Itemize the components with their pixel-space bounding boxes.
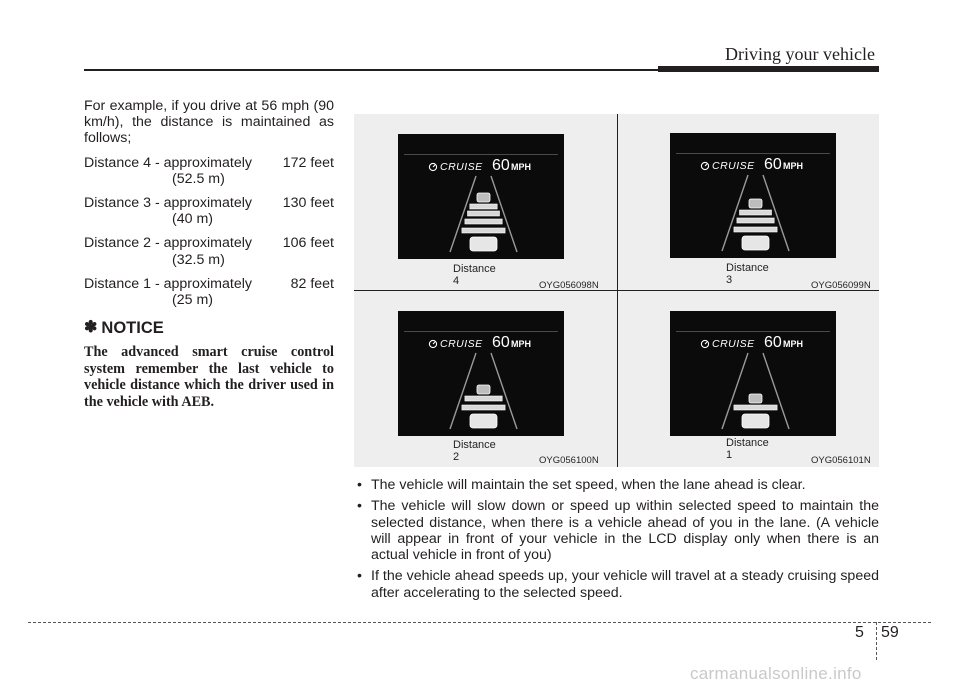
bullet-text: The vehicle will maintain the set speed, when the lane ahead is clear.: [371, 477, 806, 493]
distance-value: 172 feet: [282, 154, 334, 171]
distance-value: 130 feet: [282, 195, 334, 212]
cluster-display: [398, 134, 564, 259]
distance-item: [84, 235, 334, 267]
own-vehicle-icon: [742, 414, 769, 428]
display-rule: [676, 331, 830, 332]
cruise-icon: [700, 339, 710, 349]
bullet-dot: •: [357, 477, 362, 493]
distance-bar: [734, 405, 777, 410]
distance-bar: [734, 227, 777, 232]
distance-metric: (40 m): [172, 211, 213, 228]
panel-caption: Distance 1: [726, 437, 769, 461]
lane-graphic: [718, 351, 793, 431]
display-rule: [404, 154, 558, 155]
distance-bar: [740, 210, 772, 215]
distance-bar: [737, 218, 774, 223]
bullet-item: [354, 477, 879, 493]
figure-code: OYG056101N: [811, 455, 871, 466]
figure-code: OYG056100N: [539, 455, 599, 466]
figure-code: OYG056098N: [539, 280, 599, 291]
set-speed: 60: [492, 157, 510, 174]
cruise-icon: [700, 161, 710, 171]
left-column: [84, 98, 334, 410]
lane-graphic: [446, 351, 521, 431]
lead-vehicle-icon: [477, 385, 490, 394]
page-number: 59: [881, 624, 899, 641]
speed-unit: MPH: [511, 162, 531, 172]
distance-bar: [465, 396, 502, 401]
own-vehicle-icon: [470, 414, 497, 428]
distance-item: [84, 276, 334, 308]
footer-divider: [876, 622, 877, 660]
panel-caption: Distance 2: [453, 439, 496, 463]
speed-unit: MPH: [783, 339, 803, 349]
distance-item: [84, 195, 334, 227]
notice-title: NOTICE: [101, 319, 164, 338]
distance-label: Distance 2 - approximately: [84, 235, 252, 252]
bullet-item: [354, 568, 879, 601]
speed-unit: MPH: [511, 339, 531, 349]
lead-vehicle-icon: [749, 199, 762, 208]
panel-caption: Distance 4: [453, 263, 496, 287]
panel-caption: Distance 3: [726, 262, 769, 286]
figure-code: OYG056099N: [811, 280, 871, 291]
cruise-mode-label: CRUISE: [440, 338, 483, 350]
cluster-display: [670, 133, 836, 258]
lane-graphic: [718, 173, 793, 253]
bullet-dot: •: [357, 568, 362, 585]
distance-display-figure: [354, 114, 879, 467]
figure-divider-horizontal: [354, 290, 879, 291]
display-rule: [404, 331, 558, 332]
cruise-icon: [428, 162, 438, 172]
distance-bar: [470, 204, 497, 209]
distance-label: Distance 3 - approximately: [84, 195, 252, 212]
distance-metric: (25 m): [172, 292, 213, 309]
lead-vehicle-icon: [749, 394, 762, 403]
page-header-title: Driving your vehicle: [725, 44, 875, 64]
distance-label: Distance 1 - approximately: [84, 275, 252, 292]
cruise-mode-label: CRUISE: [440, 161, 483, 173]
speed-unit: MPH: [783, 161, 803, 171]
cruise-icon: [428, 339, 438, 349]
set-speed: 60: [764, 334, 782, 351]
own-vehicle-icon: [470, 237, 497, 251]
display-rule: [676, 153, 830, 154]
notice-symbol: ✽: [84, 319, 98, 337]
bullet-text: If the vehicle ahead speeds up, your vehicle will travel at a steady cruising speed after accelerating to the selected speed.: [371, 568, 879, 601]
lead-vehicle-icon: [477, 193, 490, 202]
section-number: 5: [855, 624, 864, 641]
distance-item: [84, 155, 334, 187]
cluster-display: [670, 311, 836, 436]
footer-rule: [28, 622, 931, 623]
bullet-item: [354, 498, 879, 563]
distance-metric: (32.5 m): [172, 251, 225, 268]
set-speed: 60: [492, 334, 510, 351]
bullet-dot: •: [357, 498, 362, 515]
cruise-mode-label: CRUISE: [712, 338, 755, 350]
header-rule-thick: [658, 66, 879, 72]
lane-graphic: [446, 174, 521, 254]
own-vehicle-icon: [742, 236, 769, 250]
distance-label: Distance 4 - approximately: [84, 154, 252, 171]
distance-bar: [462, 228, 505, 233]
distance-bar: [465, 219, 502, 224]
cluster-display: [398, 311, 564, 436]
cruise-mode-label: CRUISE: [712, 160, 755, 172]
distance-bar: [462, 405, 505, 410]
bullet-list: [354, 477, 879, 606]
intro-paragraph: For example, if you drive at 56 mph (90 km/h), the distance is maintained as follows;: [84, 98, 334, 147]
distance-value: 106 feet: [282, 235, 334, 252]
bullet-text: The vehicle will slow down or speed up within selected speed to maintain the selected distance, when there is a vehicle ahead of you in the lane. (A vehicle will appear in front of your vehicle in the LCD display only when there is an actual vehicle in front of you): [371, 498, 879, 564]
distance-metric: (52.5 m): [172, 170, 225, 187]
watermark: carmanualsonline.info: [690, 664, 862, 683]
notice-body: The advanced smart cruise control system remember the last vehicle to vehicle distance which the driver used in the vehicle with AEB.: [84, 344, 334, 410]
set-speed: 60: [764, 156, 782, 173]
notice-heading: [84, 320, 334, 336]
distance-value: 82 feet: [290, 275, 334, 292]
distance-bar: [468, 211, 500, 216]
